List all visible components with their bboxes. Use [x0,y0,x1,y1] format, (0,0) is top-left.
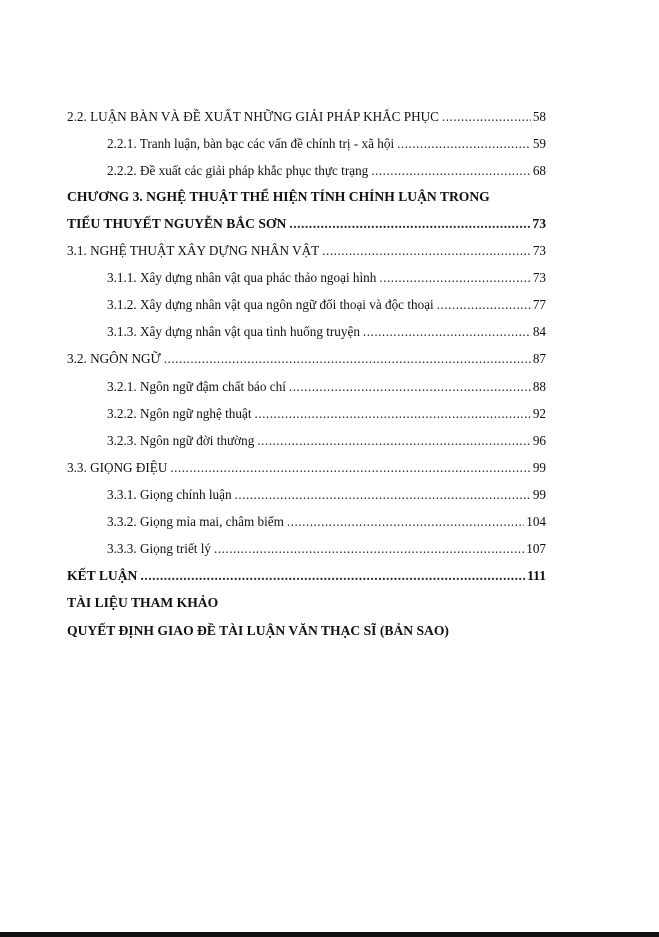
toc-entry-label: TÀI LIỆU THAM KHẢO [67,595,219,610]
toc-page-number: 99 [532,487,546,502]
toc-entry [0,162,659,180]
toc-entry-label: 2.2.2. Đề xuất các giải pháp khắc phục thực trạng [107,163,369,178]
toc-entry [0,135,659,153]
toc-page-number: 77 [532,297,546,312]
toc-leader-dots [214,540,524,558]
toc-page-number: 99 [532,460,546,475]
toc-leader-dots [289,215,530,233]
toc-entry [0,296,659,314]
toc-page-number: 58 [532,109,546,124]
toc-leader-dots [164,350,531,368]
toc-leader-dots [255,405,531,423]
toc-entry [0,242,659,260]
toc-entry-label: 3.3.3. Giọng triết lý [107,541,212,556]
toc-leader-dots [322,242,531,260]
toc-page-number: 104 [526,514,546,529]
toc-leader-dots [257,432,531,450]
toc-entry [0,350,659,368]
toc-entry-label: 3.1.3. Xây dựng nhân vật qua tình huống truyện [107,324,360,339]
toc-leader-dots [397,135,531,153]
toc-leader-dots [437,296,531,314]
toc-entry-label: 2.2.1. Tranh luận, bàn bạc các vấn đề chính trị - xã hội [107,136,395,151]
toc-entry [0,486,659,504]
toc-page-number: 73 [532,270,546,285]
toc-leader-dots [379,269,530,287]
toc-entry-label: QUYẾT ĐỊNH GIAO ĐỀ TÀI LUẬN VĂN THẠC SĨ (BẢN SAO) [67,623,449,638]
toc-entry-label: 3.1. NGHỆ THUẬT XÂY DỰNG NHÂN VẬT [67,243,320,258]
page-bottom-edge [0,932,659,937]
toc-page-number: 96 [532,433,546,448]
toc-entry [0,378,659,396]
toc-entry [0,215,659,233]
toc-entry-label: 3.2.2. Ngôn ngữ nghệ thuật [107,406,252,421]
toc-entry-label: CHƯƠNG 3. NGHỆ THUẬT THỂ HIỆN TÍNH CHÍNH LUẬN TRONG [67,189,490,204]
toc-entry-label: 3.2.3. Ngôn ngữ đời thường [107,433,255,448]
toc-entry-label: 3.3.2. Giọng mỉa mai, châm biếm [107,514,284,529]
toc-entry-label: 3.1.1. Xây dựng nhân vật qua phác thảo ngoại hình [107,270,377,285]
toc-entry [0,540,659,558]
toc-entry [0,405,659,423]
toc-leader-dots [170,459,530,477]
toc-page-number: 87 [532,351,546,366]
toc-entry-label: 3.1.2. Xây dựng nhân vật qua ngôn ngữ đối thoại và độc thoại [107,297,434,312]
toc-page-number: 107 [526,541,546,556]
toc-entry [0,459,659,477]
toc-page-number: 59 [532,136,546,151]
toc-entry [0,622,659,640]
toc-entry-label: 3.3.1. Giọng chính luận [107,487,232,502]
toc-leader-dots [363,323,531,341]
toc-page-number: 68 [532,163,546,178]
toc-page-number: 88 [532,379,546,394]
toc-leader-dots [371,162,531,180]
toc-entry-label: 2.2. LUẬN BÀN VÀ ĐỀ XUẤT NHỮNG GIẢI PHÁP KHẮC PHỤC [67,109,439,124]
toc-entry-label: 3.2.1. Ngôn ngữ đậm chất báo chí [107,379,286,394]
toc-page-number: 73 [532,243,546,258]
toc-entry [0,432,659,450]
toc-page-number: 84 [532,324,546,339]
toc-page-number: 92 [532,406,546,421]
toc-entry-label: 3.2. NGÔN NGỮ [67,351,161,366]
toc-entry [0,269,659,287]
toc-leader-dots [289,378,531,396]
toc-entry [0,567,659,585]
toc-page-number: 111 [527,568,546,583]
toc-entry [0,323,659,341]
toc-entry [0,188,659,206]
toc-entry [0,513,659,531]
toc-leader-dots [442,108,531,126]
toc-entry-label: KẾT LUẬN [67,568,138,583]
toc-leader-dots [287,513,524,531]
toc-entry-label: TIỂU THUYẾT NGUYỄN BẮC SƠN [67,216,287,231]
toc-entry [0,594,659,612]
toc-entry [0,108,659,126]
toc-leader-dots [140,567,525,585]
toc-page-number: 73 [532,216,546,231]
toc-leader-dots [235,486,531,504]
toc-entry-label: 3.3. GIỌNG ĐIỆU [67,460,168,475]
